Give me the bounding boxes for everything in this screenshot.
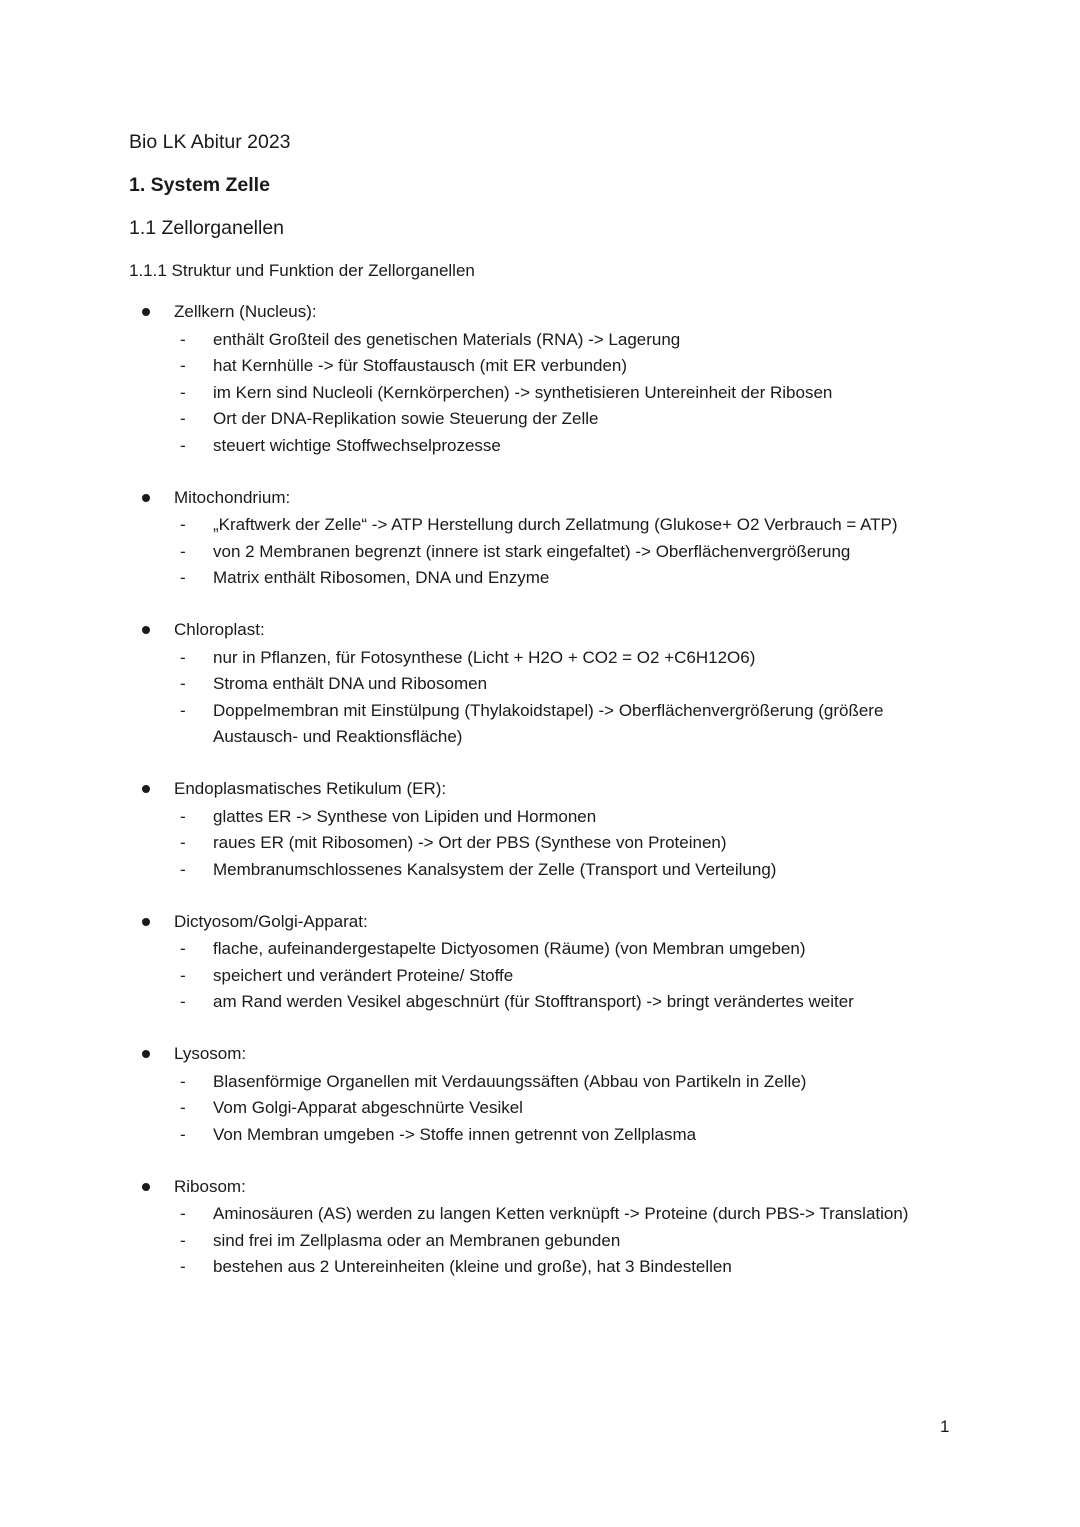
list-item [0,512,1080,539]
list-item [0,857,1080,884]
dash-icon: - [180,1257,186,1276]
point-text: flache, aufeinandergestapelte Dictyosomen (Räume) (von Membran umgeben) [213,939,806,958]
organelle-points [0,1069,1080,1149]
bullet-icon [142,918,150,926]
bullet-icon [142,1183,150,1191]
point-text: steuert wichtige Stoffwechselprozesse [213,435,501,455]
dash-icon: - [180,541,186,561]
point-text: Blasenförmige Organellen mit Verdauungssäften (Abbau von Partikeln in Zelle) [213,1071,807,1091]
point-text: sind frei im Zellplasma oder an Membranen gebunden [213,1230,621,1250]
subsection-heading: 1.1.1 Struktur und Funktion der Zellorganellen [129,261,475,280]
bullet-icon [142,1050,150,1058]
point-text: glattes ER -> Synthese von Lipiden und Hormonen [213,806,597,826]
chapter-heading: 1. System Zelle [129,174,270,196]
point-text: „Kraftwerk der Zelle“ -> ATP Herstellung durch Zellatmung (Glukose+ O2 Verbrauch = ATP) [213,515,898,534]
bullet-icon [142,308,150,316]
dash-icon: - [180,1124,186,1144]
organelle-heading [0,300,1080,327]
dash-icon: - [180,1230,186,1250]
dash-icon: - [180,965,186,985]
organelle-heading [0,1175,1080,1202]
organelle-points [0,936,1080,1016]
point-text: nur in Pflanzen, für Fotosynthese (Licht + H2O + CO2 = O2 +C6H12O6) [213,647,756,667]
list-item [0,1122,1080,1149]
list-item [0,830,1080,857]
point-text: Von Membran umgeben -> Stoffe innen getrennt von Zellplasma [213,1124,697,1144]
list-item [0,565,1080,592]
organelle-heading [0,777,1080,804]
dash-icon: - [180,674,186,693]
point-text: enthält Großteil des genetischen Materials (RNA) -> Lagerung [213,329,681,349]
dash-icon: - [180,647,186,667]
list-item [0,380,1080,407]
bullet-icon [142,785,150,793]
dash-icon: - [180,992,186,1011]
point-text: bestehen aus 2 Untereinheiten (kleine und große), hat 3 Bindestellen [213,1257,732,1276]
list-item [0,1069,1080,1096]
dash-icon: - [180,700,186,720]
list-item [0,406,1080,433]
page-number: 1 [940,1417,950,1436]
list-item [0,539,1080,566]
list-item [0,698,1080,751]
organelle-heading [0,1042,1080,1069]
organelle-item [0,1042,1080,1148]
point-text: Stroma enthält DNA und Ribosomen [213,674,488,693]
organelle-title: Dictyosom/Golgi-Apparat: [174,911,368,931]
dash-icon: - [180,939,186,958]
list-item [0,1228,1080,1255]
list-item [0,645,1080,672]
organelle-item [0,910,1080,1016]
dash-icon: - [180,1071,186,1091]
list-item [0,1254,1080,1281]
dash-icon: - [180,409,186,428]
point-text: am Rand werden Vesikel abgeschnürt (für Stofftransport) -> bringt verändertes weiter [213,992,854,1011]
point-text: raues ER (mit Ribosomen) -> Ort der PBS (Synthese von Proteinen) [213,833,727,852]
point-text: im Kern sind Nucleoli (Kernkörperchen) -> synthetisieren Untereinheit der Ribosen [213,382,833,402]
organelle-points [0,1201,1080,1281]
dash-icon: - [180,568,186,587]
document-title: Bio LK Abitur 2023 [129,131,291,153]
list-item [0,963,1080,990]
organelle-points [0,327,1080,460]
point-text: Matrix enthält Ribosomen, DNA und Enzyme [213,568,550,587]
list-item [0,1201,1080,1228]
dash-icon: - [180,859,186,879]
organelle-title: Lysosom: [174,1044,247,1063]
point-text: speichert und verändert Proteine/ Stoffe [213,965,514,985]
organelle-title: Chloroplast: [174,620,265,639]
organelle-title: Mitochondrium: [174,487,291,507]
organelle-item [0,486,1080,592]
organelle-title: Zellkern (Nucleus): [174,302,317,321]
dash-icon: - [180,1204,186,1223]
list-item [0,353,1080,380]
dash-icon: - [180,329,186,349]
organelle-item [0,300,1080,459]
dash-icon: - [180,833,186,852]
organelle-list [0,300,1080,1307]
point-text: Doppelmembran mit Einstülpung (Thylakoidstapel) -> Oberflächenvergrößerung (größere Austausch- und Reaktionsfläche) [213,700,884,746]
bullet-icon [142,494,150,502]
bullet-icon [142,626,150,634]
organelle-points [0,645,1080,751]
organelle-title: Endoplasmatisches Retikulum (ER): [174,779,447,798]
list-item [0,327,1080,354]
organelle-points [0,804,1080,884]
list-item [0,804,1080,831]
point-text: Membranumschlossenes Kanalsystem der Zelle (Transport und Verteilung) [213,859,777,879]
organelle-item [0,1175,1080,1281]
dash-icon: - [180,435,186,455]
dash-icon: - [180,806,186,826]
organelle-title: Ribosom: [174,1176,246,1196]
section-heading: 1.1 Zellorganellen [129,217,285,239]
list-item [0,433,1080,460]
dash-icon: - [180,515,186,534]
point-text: Aminosäuren (AS) werden zu langen Ketten verknüpft -> Proteine (durch PBS-> Translation) [213,1204,909,1223]
dash-icon: - [180,356,186,375]
organelle-points [0,512,1080,592]
point-text: von 2 Membranen begrenzt (innere ist stark eingefaltet) -> Oberflächenvergrößerung [213,541,851,561]
list-item [0,1095,1080,1122]
dash-icon: - [180,1098,186,1117]
point-text: Vom Golgi-Apparat abgeschnürte Vesikel [213,1098,523,1117]
list-item [0,671,1080,698]
list-item [0,936,1080,963]
point-text: hat Kernhülle -> für Stoffaustausch (mit ER verbunden) [213,356,628,375]
list-item [0,989,1080,1016]
dash-icon: - [180,382,186,402]
organelle-heading [0,618,1080,645]
point-text: Ort der DNA-Replikation sowie Steuerung der Zelle [213,409,599,428]
organelle-heading [0,910,1080,937]
organelle-item [0,618,1080,751]
organelle-heading [0,486,1080,513]
organelle-item [0,777,1080,883]
